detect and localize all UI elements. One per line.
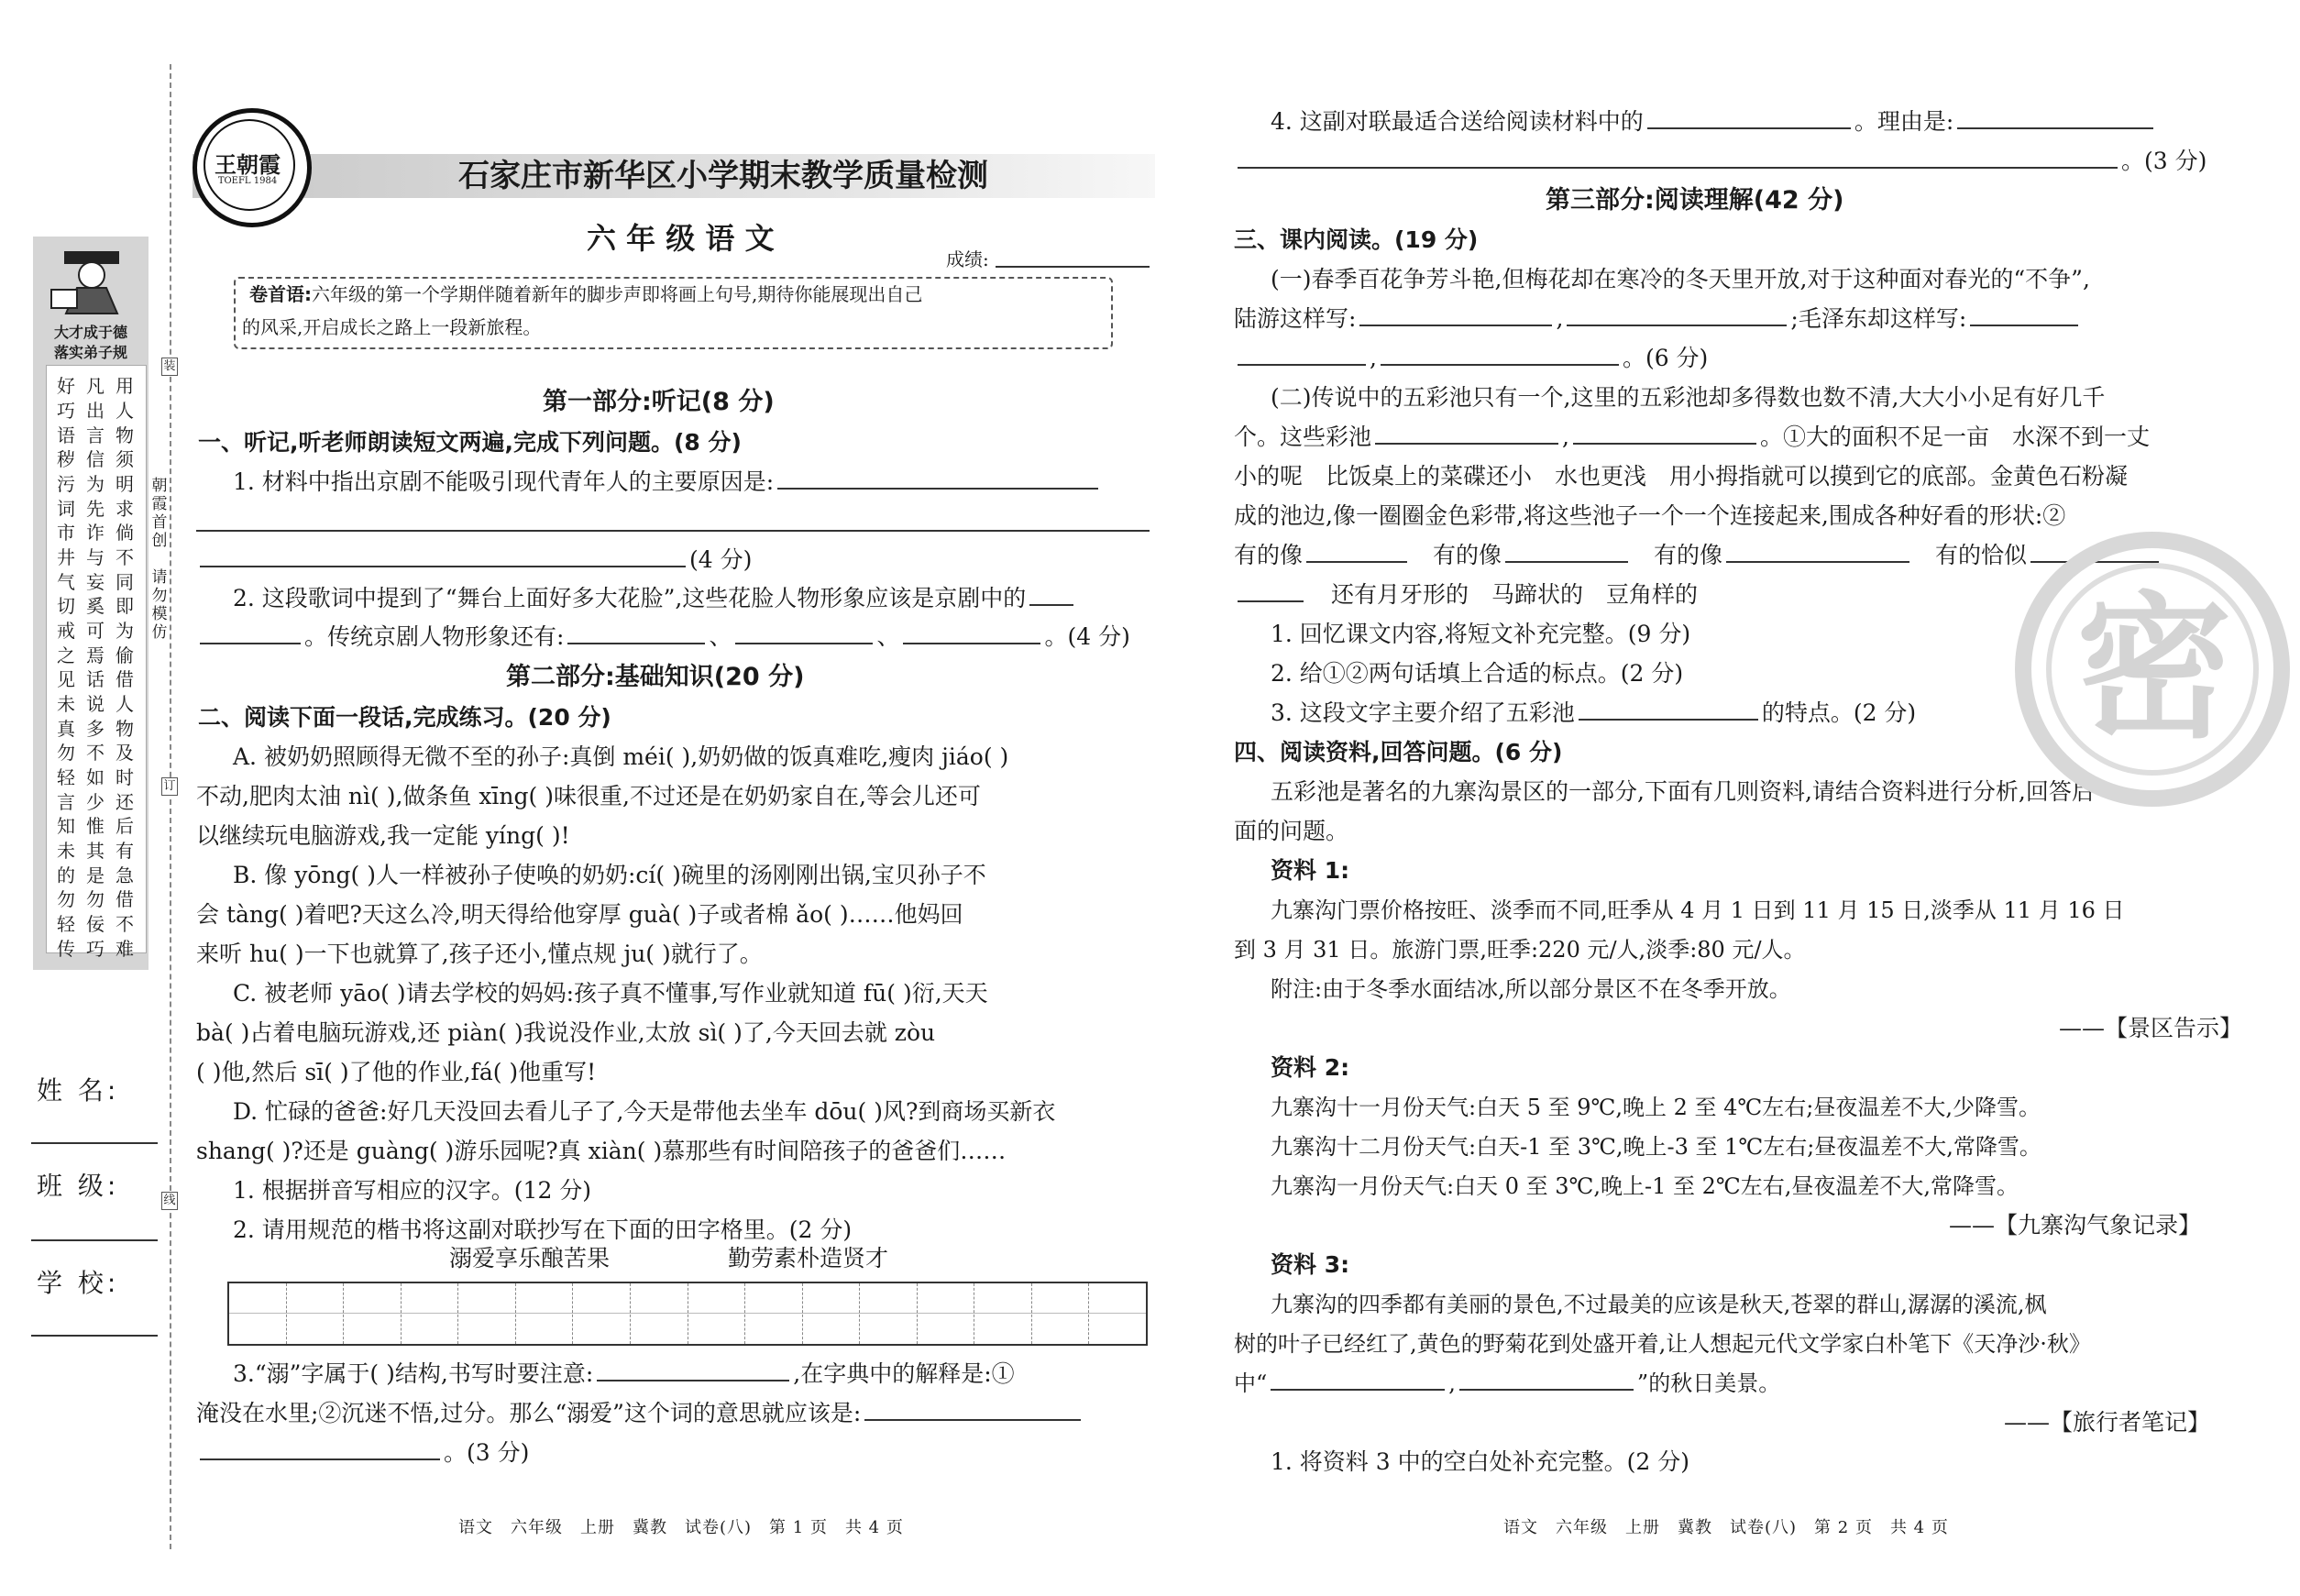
motto-column: 即为偷 [116, 595, 134, 666]
tianzige-cell[interactable] [745, 1283, 803, 1344]
material-3-blank-2[interactable] [1459, 1365, 1634, 1391]
para-a-3: 以继续玩电脑游戏,我一定能 yíng( )! [196, 822, 570, 849]
para-a-1: A. 被奶奶照顾得无微不至的孙子:真倒 méi( ),奶奶做的饭真难吃,瘦肉 jiáo( ) [233, 743, 1009, 770]
motto-column: 惟其是 [86, 815, 105, 886]
motto-column: 用人物 [116, 375, 134, 446]
material-1-title: 资料 1: [1271, 857, 1350, 884]
passage2-text-b: 个。这些彩池 [1234, 424, 1372, 450]
section3-title: 三、课内阅读。(19 分) [1234, 226, 1479, 253]
couplet-line-2: 勤劳素朴造贤才 [728, 1245, 889, 1271]
material-3-text-c1: 中“ [1234, 1370, 1268, 1396]
material-3-line-1: 九寨沟的四季都有美丽的景色,不过最美的应该是秋天,苍翠的群山,潺潺的溪流,枫 [1271, 1292, 2047, 1317]
motto-column: 勿佞巧 [86, 888, 105, 960]
q2-blank-2[interactable] [200, 619, 301, 644]
part3-title: 第三部分:阅读理解(42 分) [1546, 186, 1844, 215]
material-3-blank-1[interactable] [1271, 1365, 1445, 1391]
material-2-line-3: 九寨沟一月份天气:白天 0 至 3℃,晚上-1 至 2℃左右,昼夜温差不大,常降雪。 [1271, 1173, 2019, 1199]
q4-text-b: 。理由是: [1854, 108, 1954, 135]
material-2-line-1: 九寨沟十一月份天气:白天 5 至 9℃,晚上 2 至 4℃左右;昼夜温差不大,少降雪。 [1271, 1095, 2041, 1120]
subq-1: 1. 根据拼音写相应的汉字。(12 分) [233, 1177, 592, 1204]
score-label: 成绩: [946, 248, 989, 270]
motto-column: 好巧语 [57, 375, 75, 446]
preface-label: 卷首语: [249, 283, 312, 305]
like-text-2: 有的像 [1433, 542, 1502, 568]
subq-3-text-a: 3.“溺”字属于( )结构,书写时要注意: [233, 1360, 594, 1387]
q2-blank-3[interactable] [567, 619, 705, 644]
q1-text: 1. 材料中指出京剧不能吸引现代青年人的主要原因是: [233, 468, 775, 495]
q2-line-2: 。传统京剧人物形象还有: 、 、 。(4 分) [196, 618, 1130, 656]
passage1-line-3: , 。(6 分) [1234, 339, 1708, 378]
tianzige-cell[interactable] [688, 1283, 746, 1344]
sub-q-3-text-a: 3. 这段文字主要介绍了五彩池 [1271, 699, 1575, 726]
motto-column: 借人物 [116, 668, 134, 740]
motto-column: 后有急 [116, 815, 134, 886]
intro-line-1: 五彩池是著名的九寨沟景区的一部分,下面有几则资料,请结合资料进行分析,回答后 [1271, 778, 2095, 805]
tianzige-grid[interactable] [227, 1282, 1148, 1346]
name-field[interactable] [31, 1142, 158, 1144]
material-3-source: ——【旅行者笔记】 [2004, 1409, 2211, 1436]
material-3-line-2: 树的叶子已经红了,黄色的野菊花到处盛开着,让人想起元代文学家白朴笔下《天净沙·秋》 [1234, 1331, 2091, 1357]
section2-title: 二、阅读下面一段话,完成练习。(20 分) [198, 704, 611, 731]
motto-column: 知未的 [57, 815, 75, 886]
passage2-line-5 [1234, 536, 2162, 575]
intro-line-2: 面的问题。 [1234, 818, 1349, 844]
sub-q-3-text-b: 的特点。(2 分) [1761, 699, 1917, 726]
tianzige-cell[interactable] [458, 1283, 516, 1344]
tianzige-cell[interactable] [918, 1283, 975, 1344]
passage2-line-2: 个。这些彩池 , 。①大的面积不足一亩 水深不到一丈 [1234, 418, 2150, 457]
class-field[interactable] [31, 1239, 158, 1241]
passage1-text-c: ;毛泽东却这样写: [1790, 305, 1967, 332]
subq-3-text-c: 淹没在水里;②沉迷不悟,过分。那么“溺爱”这个词的意思就应该是: [196, 1400, 862, 1426]
final-question: 1. 将资料 3 中的空白处补充完整。(2 分) [1271, 1448, 1689, 1475]
subq-3-line-1 [233, 1355, 1015, 1393]
q4-blank-2[interactable] [1957, 104, 2153, 129]
part2-title: 第二部分:基础知识(20 分) [506, 663, 805, 691]
page2-footer: 语文 六年级 上册 冀教 试卷(八) 第 2 页 共 4 页 [1503, 1518, 1949, 1537]
para-a-2: 不动,肥肉太油 nì( ),做条鱼 xīng( )味很重,不过还是在奶奶家自在,等会儿还可 [196, 783, 981, 809]
binding-mark-2: 订 [161, 777, 178, 796]
q2-blank-5[interactable] [903, 619, 1040, 644]
motto-column: 勿轻言 [57, 742, 75, 813]
passage1-text-b: 陆游这样写: [1234, 305, 1357, 332]
q4-score: 。(3 分) [2121, 148, 2207, 174]
section1-title: 一、听记,听老师朗读短文两遍,完成下列问题。(8 分) [198, 429, 742, 456]
motto-column: 话说多 [86, 668, 105, 740]
subq-3-score: 。(3 分) [444, 1439, 530, 1466]
motto-column: 奚可焉 [86, 595, 105, 666]
school-label: 学 校: [37, 1268, 120, 1298]
like-blank-3[interactable] [1726, 537, 1909, 563]
tianzige-cell[interactable] [631, 1283, 688, 1344]
motto-column: 勿轻传 [57, 888, 75, 960]
score-field[interactable] [996, 266, 1150, 268]
preface-line-2: 的风采,开启成长之路上一段新旅程。 [242, 316, 542, 338]
preface-line-1 [249, 279, 922, 310]
passage2-line-1: (二)传说中的五彩池只有一个,这里的五彩池却多得数也数不清,大大小小足有好几千 [1271, 384, 2106, 411]
class-label: 班 级: [37, 1171, 120, 1201]
binding-mark-1: 装 [161, 358, 178, 376]
tianzige-cell[interactable] [573, 1283, 631, 1344]
q2-blank-1[interactable] [1029, 580, 1073, 606]
subq-3-line-3 [196, 1434, 529, 1472]
subq-3-blank-2[interactable] [864, 1395, 1081, 1421]
tianzige-cell[interactable] [402, 1283, 459, 1344]
section4-title: 四、阅读资料,回答问题。(6 分) [1234, 739, 1563, 765]
para-c-2: bà( )占着电脑玩游戏,还 piàn( )我说没作业,太放 sì( )了,今天回去就 zòu [196, 1019, 936, 1046]
material-3-line-3 [1234, 1364, 1780, 1403]
q1-blank-3[interactable] [200, 542, 686, 567]
binding-line [170, 64, 171, 1549]
motto-column: 不如少 [86, 742, 105, 813]
motto-column: 借不难 [116, 888, 134, 960]
q4-line-2 [1234, 142, 2206, 181]
material-2-source: ——【九寨沟气象记录】 [1949, 1212, 2202, 1238]
q1-blank-1[interactable] [777, 464, 1098, 490]
subq-3-line-2 [196, 1394, 1084, 1433]
motto-title-2: 落实弟子规 [53, 344, 127, 361]
subq-3-blank-1[interactable] [597, 1356, 789, 1381]
material-3-text-c2: , [1448, 1370, 1456, 1396]
like-blank-2[interactable] [1505, 537, 1628, 563]
tianzige-cell[interactable] [229, 1283, 287, 1344]
motto-column: 见未真 [57, 668, 75, 740]
sub-q-2: 2. 给①②两句话填上合适的标点。(2 分) [1271, 660, 1684, 687]
part1-title: 第一部分:听记(8 分) [543, 388, 775, 416]
tianzige-cell[interactable] [287, 1283, 345, 1344]
para-b-2: 会 tàng( )着吧?天这么冷,明天得给他穿厚 guà( )子或者棉 ǎo( )……他妈回 [196, 901, 963, 928]
q4-blank-3[interactable] [1238, 143, 2118, 169]
like-text-4: 有的恰似 [1935, 542, 2028, 568]
para-c-3: ( )他,然后 sī( )了他的作业,fá( )他重写! [196, 1059, 597, 1085]
subq-3-text-b: ,在字典中的解释是:① [793, 1360, 1015, 1387]
tianzige-cell[interactable] [516, 1283, 574, 1344]
subq-3-blank-3[interactable] [200, 1435, 440, 1460]
q1-blank-2[interactable] [196, 530, 1150, 532]
exam-title: 石家庄市新华区小学期末教学质量检测 [458, 158, 988, 194]
preface-text-1: 六年级的第一个学期伴随着新年的脚步声即将画上句号,期待你能展现出自己 [312, 283, 923, 305]
material-2-line-2: 九寨沟十二月份天气:白天-1 至 3℃,晚上-3 至 1℃左右;昼夜温差不大,常降雪。 [1271, 1134, 2041, 1160]
sub-q-3-blank[interactable] [1579, 695, 1758, 721]
passage2-line-4: 成的池边,像一圈圈金色彩带,将这些池子一个一个连接起来,围成各种好看的形状:② [1234, 502, 2066, 529]
tianzige-cell[interactable] [860, 1283, 918, 1344]
material-3-text-c3: ”的秋日美景。 [1636, 1370, 1781, 1396]
passage1-blank-2[interactable] [1567, 301, 1787, 326]
material-3-title: 资料 3: [1271, 1251, 1350, 1278]
q2-line [233, 579, 1077, 618]
tianzige-cell[interactable] [974, 1283, 1032, 1344]
material-1-line-1: 九寨沟门票价格按旺、淡季而不同,旺季从 4 月 1 日到 11 月 15 日,淡季从 11 月 16 日 [1271, 897, 2125, 923]
motto-column: 切戒之 [57, 595, 75, 666]
like-text-1: 有的像 [1234, 542, 1304, 568]
mascot-figure [48, 246, 136, 315]
material-1-note: 附注:由于冬季水面结冰,所以部分景区不在冬季开放。 [1271, 976, 1791, 1002]
name-label: 姓 名: [37, 1075, 120, 1106]
material-1-source: ——【景区告示】 [2059, 1015, 2243, 1041]
motto-column: 市井气 [57, 522, 75, 593]
para-d-1: D. 忙碌的爸爸:好几天没回去看儿子了,今天是带他去坐车 dōu( )风?到商场买新衣 [233, 1098, 1056, 1125]
sub-q-3 [1271, 694, 1916, 732]
passage2-text-c: 。①大的面积不足一亩 水深不到一丈 [1759, 424, 2150, 450]
passage1-blank-1[interactable] [1359, 301, 1552, 326]
passage1-blank-5[interactable] [1381, 340, 1619, 366]
like-blank-1[interactable] [1306, 537, 1407, 563]
passage1-blank-4[interactable] [1238, 340, 1366, 366]
passage1-line-1: (一)春季百花争芳斗艳,但梅花却在寒冷的冬天里开放,对于这种面对春光的“不争”, [1271, 266, 2090, 292]
tianzige-cell[interactable] [1089, 1283, 1146, 1344]
sub-q-1: 1. 回忆课文内容,将短文补充完整。(9 分) [1271, 621, 1691, 647]
school-field[interactable] [31, 1335, 158, 1337]
passage2-blank-1[interactable] [1375, 419, 1558, 445]
material-2-title: 资料 2: [1271, 1054, 1350, 1081]
q2-text: 2. 这段歌词中提到了“舞台上面好多大花脸”,这些花脸人物形象应该是京剧中的 [233, 585, 1027, 611]
para-d-2: shang( )?还是 guàng( )游乐园呢?真 xiàn( )慕那些有时间陪孩子的爸爸们…… [196, 1138, 1007, 1164]
tianzige-cell[interactable] [1032, 1283, 1090, 1344]
q2-blank-4[interactable] [735, 619, 873, 644]
para-b-3: 来听 hu( )一下也就算了,孩子还小,懂点规 ju( )就行了。 [196, 941, 763, 967]
tianzige-cell[interactable] [803, 1283, 861, 1344]
q4-blank-1[interactable] [1647, 104, 1851, 129]
passage2-line-3: 小的呢 比饭桌上的菜碟还小 水也更浅 用小拇指就可以摸到它的底部。金黄色石粉凝 [1234, 463, 2129, 490]
motto-column: 信为先 [86, 448, 105, 520]
passage1-line-2: 陆游这样写: , ;毛泽东却这样写: [1234, 300, 2082, 338]
q1-line [233, 463, 1102, 501]
like-blank-5[interactable] [1238, 577, 1304, 602]
subq-2: 2. 请用规范的楷书将这副对联抄写在下面的田字格里。(2 分) [233, 1216, 853, 1243]
motto-column: 及时还 [116, 742, 134, 813]
subject-title: 六 年 级 语 文 [587, 221, 775, 256]
motto-column: 诈与妄 [86, 522, 105, 593]
couplet-line-1: 溺爱享乐酿苦果 [449, 1245, 611, 1271]
passage1-score: 。(6 分) [1622, 345, 1709, 371]
q4-text-a: 4. 这副对联最适合送给阅读材料中的 [1271, 108, 1644, 135]
motto-title-1: 大才成于德 [53, 324, 127, 341]
tianzige-cell[interactable] [344, 1283, 402, 1344]
motto-column: 秽污词 [57, 448, 75, 520]
confidential-seal-char: 密 [2075, 578, 2232, 760]
page1-footer: 语文 六年级 上册 冀教 试卷(八) 第 1 页 共 4 页 [458, 1518, 904, 1537]
material-1-line-2: 到 3 月 31 日。旅游门票,旺季:220 元/人,淡季:80 元/人。 [1234, 937, 1806, 963]
vertical-note-2: 请勿模仿 [151, 568, 168, 642]
motto-column: 倘不同 [116, 522, 134, 593]
q2-text-b: 。传统京剧人物形象还有: [304, 623, 565, 650]
passage2-text-g: 还有月牙形的 马蹄状的 豆角样的 [1331, 581, 1699, 608]
logo-text: 王朝霞 [215, 152, 281, 178]
para-c-1: C. 被老师 yāo( )请去学校的妈妈:孩子真不懂事,写作业就知道 fū( )衍,天天 [233, 980, 988, 1007]
para-b-1: B. 像 yōng( )人一样被孙子使唤的奶奶:cí( )碗里的汤刚刚出锅,宝贝孙子不 [233, 862, 986, 888]
q1-score: (4 分) [689, 546, 753, 573]
motto-column: 须明求 [116, 448, 134, 520]
q1-end-line [196, 541, 752, 579]
binding-mark-3: 线 [161, 1192, 178, 1210]
q4-line [1271, 103, 2157, 141]
vertical-note-1: 朝霞首创 [151, 477, 168, 550]
logo-subtext: TOEFL 1984 [217, 176, 278, 186]
passage2-blank-2[interactable] [1573, 419, 1756, 445]
motto-column: 凡出言 [86, 375, 105, 446]
passage2-line-6 [1234, 576, 1698, 614]
q2-score: 。(4 分) [1044, 623, 1130, 650]
passage1-blank-3[interactable] [1970, 301, 2078, 326]
like-text-3: 有的像 [1654, 542, 1723, 568]
